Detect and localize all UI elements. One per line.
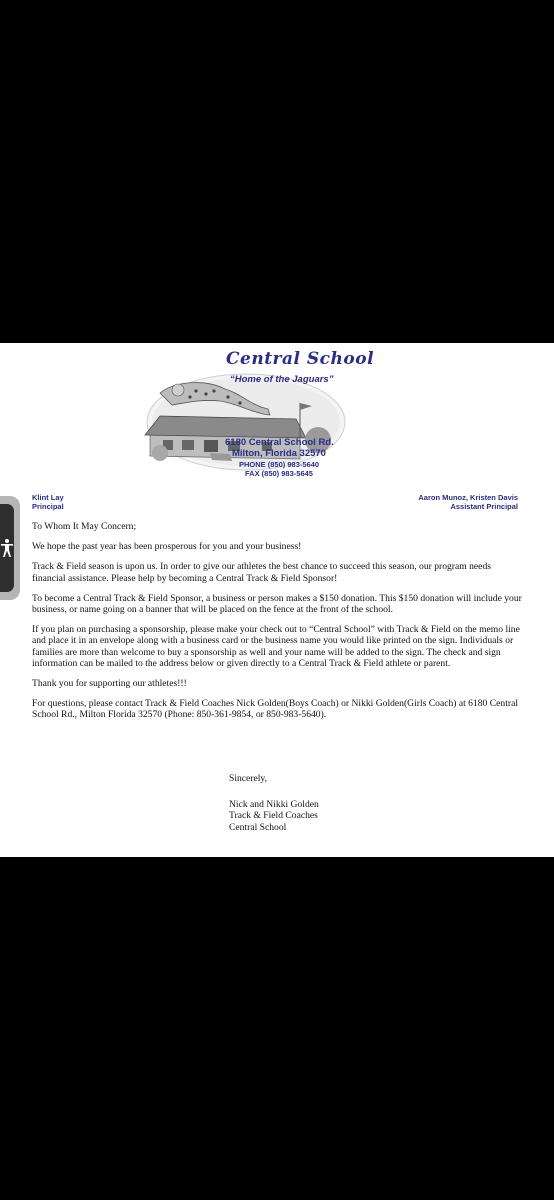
letter-body <box>32 521 522 730</box>
assistant-principal-title: Assistant Principal <box>450 502 518 511</box>
signer-organization: Central School <box>229 821 287 833</box>
paragraph-need: Track & Field season is upon us. In order to give our athletes the best chance to succeed this season, our program needs financial assistance. Please help by becoming a Central Track & Field Sponsor! <box>32 561 491 584</box>
paragraph-sponsorship: To become a Central Track & Field Sponsor, a business or person makes a $150 donation. This $150 donation will include your business, or name going on a banner that will be placed on the fence at the front of the school. <box>32 592 522 616</box>
school-slogan: “Home of the Jaguars” <box>230 374 334 385</box>
address-city: Milton, Florida 32570 <box>232 448 326 459</box>
accessibility-icon <box>0 538 14 558</box>
paragraph-contact: For questions, please contact Track & Field Coaches Nick Golden(Boys Coach) or Nikki Golden(Girls Coach) at 6180 Central School Rd., Milton Florida 32570 (Phone: 850-361-9854, or 850-983-5640). <box>32 698 518 721</box>
principal-block <box>32 493 64 511</box>
assistant-principal-names: Aaron Munoz, Kristen Davis <box>418 493 518 502</box>
signature-block <box>229 773 319 833</box>
signer-title: Track & Field Coaches <box>229 810 318 822</box>
signer-names: Nick and Nikki Golden <box>229 799 319 811</box>
document-page <box>0 343 554 857</box>
principal-title: Principal <box>32 502 64 511</box>
principal-name: Klint Lay <box>32 493 64 502</box>
closing: Sincerely, <box>229 773 268 784</box>
address-street: 6180 Central School Rd. <box>225 437 334 448</box>
school-name: Central School <box>226 349 375 369</box>
paragraph-thanks: Thank you for supporting our athletes!!! <box>32 678 187 690</box>
paragraph-instructions: If you plan on purchasing a sponsorship, please make your check out to “Central School” with Track & Field on the memo line and place it in an envelope along with a business card or the business name you would like printed on the sign. Individuals or families are more than welcome to buy a sponsorship as well and your name will be added to the sign. The check and sign information can be mailed to the address below or given directly to a Central Track & Field athlete or parent. <box>32 624 520 669</box>
phone-number: PHONE (850) 983-5640 <box>239 460 320 469</box>
paragraph-greeting: We hope the past year has been prosperous for you and your business! <box>32 541 302 553</box>
letterhead <box>0 343 554 493</box>
accessibility-button[interactable] <box>0 504 14 592</box>
accessibility-tab[interactable] <box>0 496 20 600</box>
fax-number: FAX (850) 983-5645 <box>245 469 313 478</box>
salutation: To Whom It May Concern; <box>32 521 137 532</box>
assistant-principal-block <box>418 493 518 511</box>
